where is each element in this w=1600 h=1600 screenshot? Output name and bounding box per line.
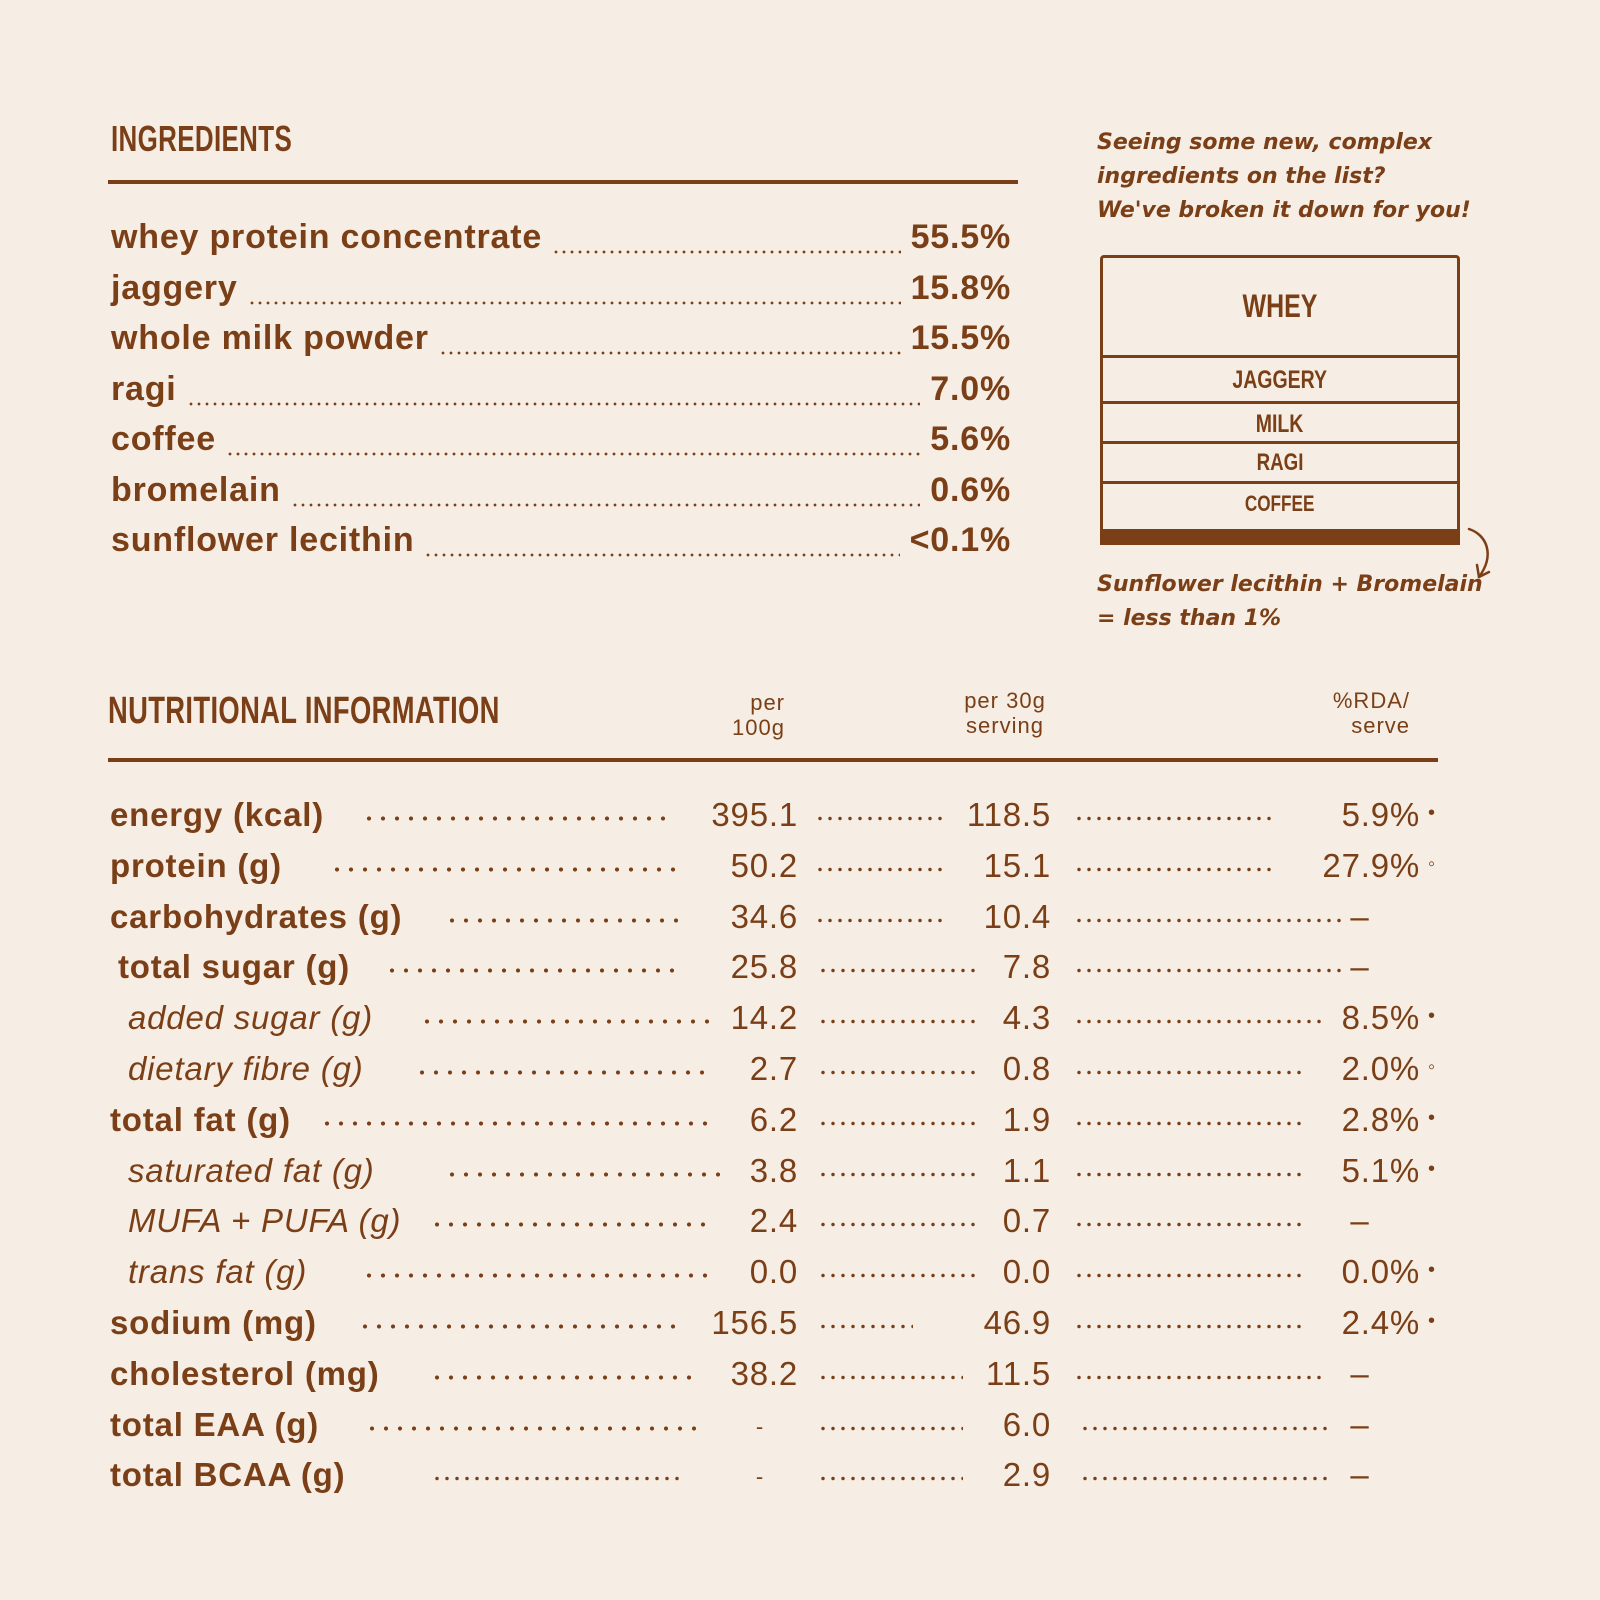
- value-per-100g: -: [755, 1413, 765, 1439]
- nutrition-row: [0, 1050, 1600, 1101]
- dot-leader: [320, 1121, 710, 1126]
- rda-marker-filled-icon: •: [1428, 802, 1436, 824]
- dot-leader: [1074, 1172, 1304, 1177]
- nutrient-label: total fat (g): [110, 1100, 291, 1138]
- value-rda: 2.8%: [1341, 1100, 1420, 1138]
- ingredient-name: coffee: [111, 420, 216, 458]
- nutrition-divider: [108, 758, 1438, 762]
- value-per-100g: 2.7: [749, 1049, 798, 1087]
- value-rda: –: [1350, 1354, 1370, 1392]
- value-per-serving: 4.3: [1002, 999, 1051, 1037]
- ingredients-title: INGREDIENTS: [111, 118, 293, 159]
- note-line: ingredients on the list?: [1097, 164, 1386, 189]
- ingredient-percent: 15.8%: [910, 268, 1011, 307]
- dot-leader: [330, 867, 680, 872]
- ingredient-name: jaggery: [111, 268, 238, 307]
- dot-leader: [815, 867, 945, 872]
- value-per-serving: 2.9: [1002, 1456, 1051, 1494]
- rda-marker-filled-icon: •: [1428, 1259, 1436, 1282]
- dot-leader: [1074, 1324, 1304, 1329]
- ingredient-percent: 5.6%: [930, 420, 1011, 458]
- stack-layer-ragi: RAGI: [1103, 441, 1457, 482]
- value-per-100g: 6.2: [749, 1100, 798, 1138]
- ingredient-row: [111, 319, 1011, 370]
- column-header-per-serving: per 30g serving: [964, 688, 1046, 738]
- dot-leader: [1074, 867, 1274, 872]
- value-per-serving: 15.1: [983, 846, 1051, 884]
- ingredient-percent: 15.5%: [910, 319, 1011, 357]
- nutrient-label: carbohydrates (g): [110, 897, 403, 935]
- dot-leader: [1074, 1222, 1304, 1227]
- dot-leader: [362, 816, 674, 821]
- value-per-100g: 34.6: [730, 897, 798, 935]
- dot-leader: [815, 918, 945, 923]
- nutrition-row: [0, 1355, 1600, 1406]
- dot-leader: [362, 1273, 710, 1278]
- dot-leader: [420, 1019, 710, 1024]
- nutrition-row: [0, 1304, 1600, 1355]
- ingredient-name: ragi: [111, 369, 177, 408]
- value-rda: 5.9%: [1341, 796, 1420, 833]
- dot-leader: [248, 301, 901, 305]
- nutrition-row: [0, 999, 1600, 1050]
- dot-leader: [1074, 968, 1342, 973]
- nutrient-label: protein (g): [110, 846, 282, 884]
- ingredient-row: [111, 521, 1011, 572]
- nutrient-label: trans fat (g): [128, 1253, 308, 1291]
- stack-layer-milk: MILK: [1103, 401, 1457, 444]
- nutrition-row: [0, 1456, 1600, 1507]
- nutrient-label: energy (kcal): [110, 796, 324, 833]
- rda-marker-filled-icon: •: [1428, 1005, 1436, 1028]
- ingredient-percent: <0.1%: [909, 521, 1011, 559]
- note-line: Sunflower lecithin + Bromelain: [1097, 572, 1483, 597]
- value-per-100g: 0.0: [749, 1253, 798, 1291]
- dot-leader: [1074, 1070, 1304, 1075]
- nutrient-label: cholesterol (mg): [110, 1354, 380, 1392]
- value-rda: 5.1%: [1341, 1151, 1420, 1189]
- nutrition-row: [0, 948, 1600, 999]
- value-per-serving: 118.5: [966, 796, 1051, 833]
- value-rda: 27.9%: [1322, 846, 1420, 884]
- dot-leader: [226, 452, 920, 456]
- column-header-per-100g: per 100g: [732, 690, 785, 740]
- nutrient-label: sodium (mg): [110, 1303, 317, 1341]
- value-rda: –: [1350, 1456, 1370, 1494]
- value-per-serving: 0.0: [1002, 1253, 1051, 1291]
- value-per-100g: 3.8: [749, 1151, 798, 1189]
- value-rda: –: [1350, 1202, 1370, 1240]
- dot-leader: [445, 918, 680, 923]
- note-line: = less than 1%: [1097, 606, 1282, 631]
- value-per-100g: 50.2: [730, 846, 798, 884]
- value-per-serving: 11.5: [986, 1354, 1051, 1392]
- dot-leader: [1074, 1121, 1304, 1126]
- value-rda: 2.0%: [1341, 1049, 1420, 1087]
- dot-leader: [430, 1222, 710, 1227]
- stack-layer-coffee: COFFEE: [1103, 481, 1457, 524]
- ingredient-stack-diagram: [1100, 255, 1460, 545]
- nutrient-label: total BCAA (g): [110, 1456, 346, 1494]
- nutrient-label: MUFA + PUFA (g): [128, 1202, 402, 1240]
- value-per-serving: 7.8: [1002, 948, 1051, 986]
- note-line: We've broken it down for you!: [1097, 198, 1471, 223]
- nutrient-label: added sugar (g): [128, 999, 373, 1037]
- nutrition-title: NUTRITIONAL INFORMATION: [108, 690, 500, 732]
- dot-leader: [1080, 1476, 1332, 1481]
- nutrient-label: total EAA (g): [110, 1405, 319, 1443]
- rda-marker-filled-icon: •: [1428, 1106, 1436, 1129]
- nutrition-row: [0, 1152, 1600, 1203]
- value-rda: –: [1350, 948, 1370, 986]
- dot-leader: [1074, 816, 1274, 821]
- dot-leader: [187, 402, 921, 406]
- ingredient-percent: 55.5%: [910, 218, 1011, 256]
- value-per-100g: 38.2: [730, 1354, 798, 1392]
- rda-marker-filled-icon: •: [1428, 1157, 1436, 1180]
- dot-leader: [358, 1324, 680, 1329]
- dot-leader: [815, 816, 945, 821]
- dot-leader: [430, 1375, 695, 1380]
- dot-leader: [1074, 918, 1342, 923]
- ingredient-row: [111, 420, 1011, 471]
- value-per-serving: 1.1: [1002, 1151, 1051, 1189]
- trace-ingredients-note: [1097, 568, 1497, 636]
- nutrition-row: [0, 1202, 1600, 1253]
- dot-leader: [415, 1070, 710, 1075]
- ingredient-row: [111, 370, 1011, 421]
- value-per-100g: 395.1: [711, 796, 798, 833]
- dot-leader: [818, 1324, 913, 1329]
- dot-leader: [1074, 1273, 1304, 1278]
- nutrition-row: [0, 898, 1600, 949]
- rda-marker-hollow-icon: ◦: [1428, 852, 1436, 875]
- value-per-serving: 0.7: [1002, 1202, 1051, 1240]
- ingredient-row: [111, 471, 1011, 522]
- dot-leader: [1074, 1375, 1326, 1380]
- rda-marker-filled-icon: •: [1428, 1309, 1436, 1332]
- value-per-100g: 2.4: [749, 1202, 798, 1240]
- stack-layer-trace-ingredients: [1100, 529, 1460, 545]
- value-per-100g: 156.5: [711, 1303, 798, 1341]
- value-per-serving: 6.0: [1002, 1405, 1051, 1443]
- nutrition-row: [0, 1406, 1600, 1457]
- nutrient-label: total sugar (g): [118, 948, 350, 986]
- value-per-serving: 0.8: [1002, 1049, 1051, 1087]
- ingredient-name: whey protein concentrate: [111, 218, 543, 256]
- nutrient-label: dietary fibre (g): [128, 1049, 364, 1087]
- rda-marker-hollow-icon: ◦: [1428, 1055, 1436, 1078]
- note-line: Seeing some new, complex: [1097, 130, 1433, 155]
- dot-leader: [291, 503, 921, 507]
- dot-leader: [365, 1426, 705, 1431]
- value-per-100g: -: [755, 1464, 765, 1490]
- ingredient-percent: 0.6%: [930, 470, 1011, 509]
- value-per-serving: 46.9: [983, 1303, 1051, 1341]
- ingredient-row: [111, 218, 1011, 269]
- value-per-serving: 1.9: [1002, 1100, 1051, 1138]
- value-per-100g: 14.2: [730, 999, 798, 1037]
- value-rda: 0.0%: [1341, 1253, 1420, 1291]
- ingredients-divider: [108, 180, 1018, 184]
- nutrient-label: saturated fat (g): [128, 1151, 375, 1189]
- dot-leader: [424, 553, 899, 557]
- value-per-100g: 25.8: [730, 948, 798, 986]
- value-per-serving: 10.4: [983, 897, 1051, 935]
- nutrition-row: [0, 1101, 1600, 1152]
- nutrition-table: [0, 796, 1600, 1507]
- ingredients-explainer-note: [1097, 126, 1487, 228]
- column-header-rda: %RDA/ serve: [1332, 688, 1410, 738]
- ingredient-row: [111, 269, 1011, 320]
- value-rda: 2.4%: [1341, 1303, 1420, 1341]
- value-rda: 8.5%: [1341, 999, 1420, 1037]
- ingredients-list: [111, 218, 1011, 572]
- dot-leader: [385, 968, 680, 973]
- nutrition-row: [0, 796, 1600, 847]
- ingredient-percent: 7.0%: [930, 369, 1011, 408]
- nutrition-row: [0, 847, 1600, 898]
- stack-layer-whey: WHEY: [1242, 287, 1318, 324]
- ingredient-name: whole milk powder: [111, 319, 429, 357]
- ingredient-name: sunflower lecithin: [111, 521, 415, 559]
- dot-leader: [552, 250, 901, 254]
- dot-leader: [432, 1476, 682, 1481]
- ingredient-name: bromelain: [111, 470, 281, 509]
- value-rda: –: [1350, 897, 1370, 935]
- dot-leader: [1080, 1426, 1332, 1431]
- value-rda: –: [1350, 1405, 1370, 1443]
- stack-layer-jaggery: JAGGERY: [1103, 355, 1457, 402]
- nutrition-row: [0, 1253, 1600, 1304]
- dot-leader: [439, 351, 901, 355]
